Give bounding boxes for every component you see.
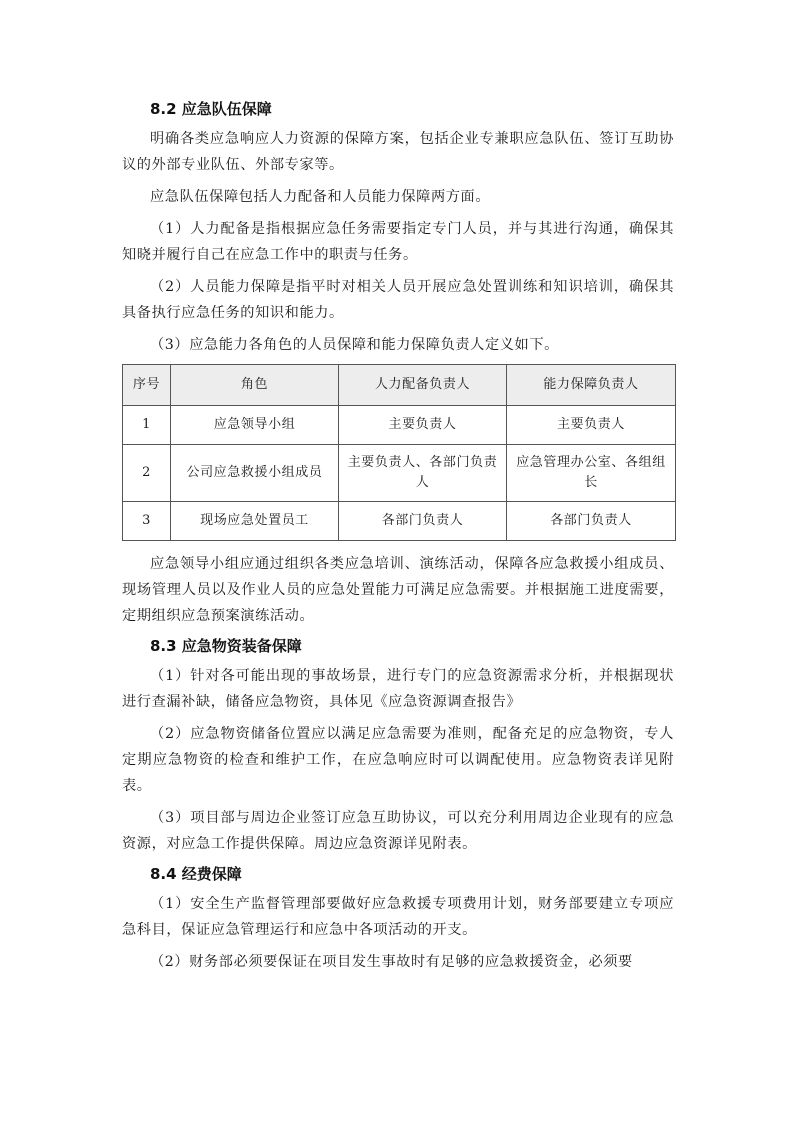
table-row xyxy=(123,406,676,445)
table-row xyxy=(123,445,676,502)
table-cell: 主要负责人 xyxy=(339,406,507,445)
table-header-cell: 能力保障负责人 xyxy=(507,365,676,406)
table-cell: 应急管理办公室、各组组长 xyxy=(507,445,676,502)
table-cell: 主要负责人、各部门负责人 xyxy=(339,445,507,502)
paragraph: （3）项目部与周边企业签订应急互助协议，可以充分利用周边企业现有的应急资源，对应急工作提供保障。周边应急资源详见附表。 xyxy=(122,810,674,852)
paragraph: 明确各类应急响应人力资源的保障方案，包括企业专兼职应急队伍、签订互助协议的外部专业队伍、外部专家等。 xyxy=(122,131,674,173)
table-cell: 2 xyxy=(123,445,171,502)
table-cell: 各部门负责人 xyxy=(507,502,676,541)
table-cell: 1 xyxy=(123,406,171,445)
paragraph: （1）人力配备是指根据应急任务需要指定专门人员，并与其进行沟通，确保其知晓并履行自己在应急工作中的职责与任务。 xyxy=(122,221,674,263)
table-cell: 3 xyxy=(123,502,171,541)
table-cell: 各部门负责人 xyxy=(339,502,507,541)
responsibility-table xyxy=(122,364,676,541)
table-cell: 应急领导小组 xyxy=(171,406,339,445)
paragraph: 应急领导小组应通过组织各类应急培训、演练活动，保障各应急救援小组成员、现场管理人员以及作业人员的应急处置能力可满足应急需要。并根据施工进度需要，定期组织应急预案演练活动。 xyxy=(122,556,674,624)
page-content xyxy=(122,98,674,981)
table-cell: 现场应急处置员工 xyxy=(171,502,339,541)
table-header-row xyxy=(123,365,676,406)
table-row xyxy=(123,502,676,541)
section-heading-8-2: 8.2 应急队伍保障 xyxy=(150,100,272,118)
paragraph: （1）安全生产监督管理部要做好应急救援专项费用计划，财务部要建立专项应急科目，保证应急管理运行和应急中各项活动的开支。 xyxy=(122,896,674,938)
table-cell: 主要负责人 xyxy=(507,406,676,445)
section-heading-8-3: 8.3 应急物资装备保障 xyxy=(150,637,302,655)
table-header-cell: 序号 xyxy=(123,365,171,406)
table-cell: 公司应急救援小组成员 xyxy=(171,445,339,502)
table-header-cell: 角色 xyxy=(171,365,339,406)
paragraph: （3）应急能力各角色的人员保障和能力保障负责人定义如下。 xyxy=(150,337,559,353)
paragraph: （2）财务部必须要保证在项目发生事故时有足够的应急救援资金，必须要 xyxy=(150,954,633,970)
paragraph: （2）人员能力保障是指平时对相关人员开展应急处置训练和知识培训，确保其具备执行应急任务的知识和能力。 xyxy=(122,279,674,321)
paragraph: 应急队伍保障包括人力配备和人员能力保障两方面。 xyxy=(150,189,491,205)
paragraph: （2）应急物资储备位置应以满足应急需要为准则，配备充足的应急物资，专人定期应急物资的检查和维护工作，在应急响应时可以调配使用。应急物资表详见附表。 xyxy=(122,726,674,794)
paragraph: （1）针对各可能出现的事故场景，进行专门的应急资源需求分析，并根据现状进行查漏补缺，储备应急物资，具体见《应急资源调查报告》 xyxy=(122,668,674,710)
section-heading-8-4: 8.4 经费保障 xyxy=(150,865,242,883)
table-header-cell: 人力配备负责人 xyxy=(339,365,507,406)
